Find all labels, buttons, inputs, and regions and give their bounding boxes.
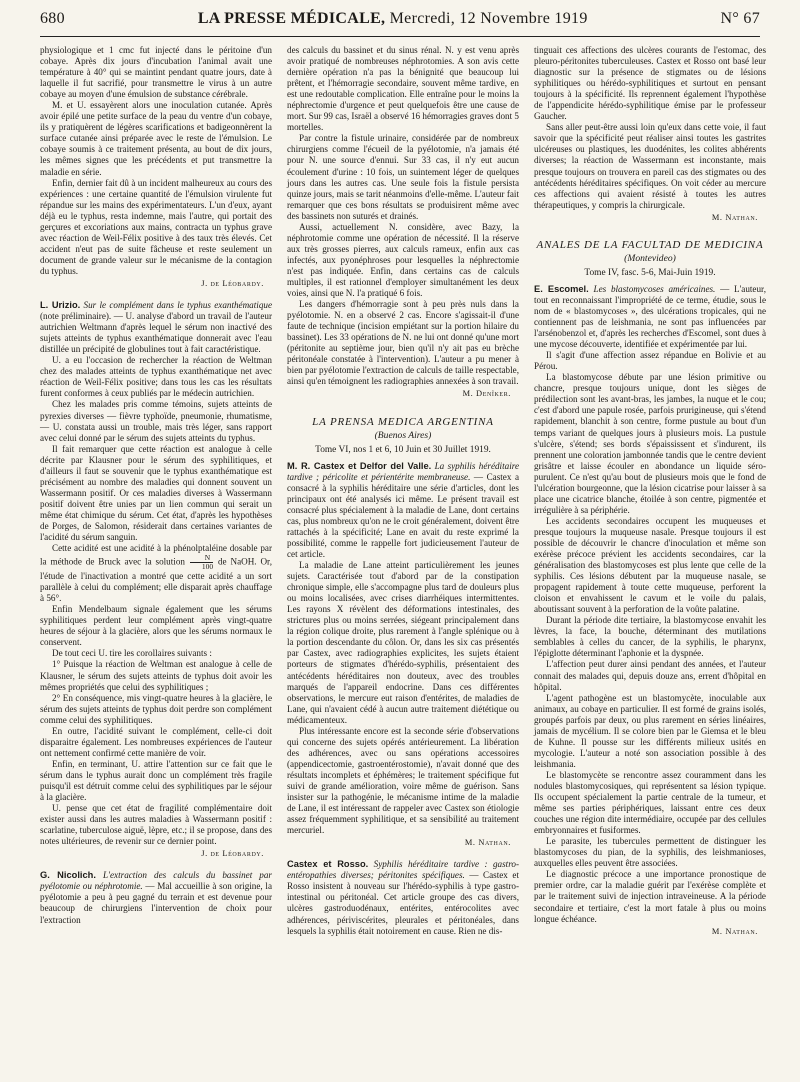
paragraph: U. pense que cet état de fragilité complémentaire doit exister aussi dans les autres maladies à Wassermann positif : scarlatine, tuberculose aiguë, lèpre, etc.; il se propose, dans des notes ultérieures, de revenir sur ce dernier point. (40, 803, 272, 847)
fraction (190, 554, 213, 571)
article-title: La syphilis héréditaire tardive ; péricolite et périentérite membraneuse. (287, 460, 519, 482)
article-author: L. Urizio. (40, 300, 81, 311)
article-title: Les blastomycoses américaines. (588, 283, 716, 294)
fraction-numerator: N (190, 554, 213, 563)
article-text: — Mal accueillie à son origine, la pyélotomie a peu à peu gagné du terrain et est devenue pour beaucoup de chirurgiens l'intervention de choix pour l'extraction (40, 881, 272, 925)
spacer (287, 848, 519, 859)
article-author: M. R. Castex et Delfor del Valle. (287, 460, 432, 471)
journal-section-title: LA PRENSA MEDICA ARGENTINA (312, 415, 494, 428)
journal-section-issue: Tome VI, nos 1 et 6, 10 Juin et 30 Juillet 1919. (315, 444, 491, 455)
paragraph: tinguait ces affections des ulcères courants de l'estomac, des pleuro-péritonites tuberculeuses. Castex et Rosso ont basé leur diagnostic sur la présence de stigmates ou de lésions syphilitiques ou hérédo-syphilitiques et surtout en pensant toujours à la spécificité. Ils reprennent également l'hypothèse de l'appendicite hérédo-syphilitique émise par le professeur Gaucher. (534, 45, 766, 122)
article-signature: J. de Léobardy. (201, 849, 264, 859)
paragraph: La blastomycose débute par une lésion primitive ou chancre, presque toujours unique, dont les sièges de prédilection sont les avant-bras, les jambes, la nuque et le cou; c'est d'abord une papule rosée, parfois prurigineuse, qui s'étend rapidement, blanchit à son centre, forme pustule au bout d'un temps variant de quelques jours à plusieurs mois. La pustule s'ulcère, s'étend; ses bords s'épaississent et s'indurent, ils prennent une coloration jambonnée tandis que le centre devient grisâtre et laisse écouler en abondance un liquide séro-purulent. Ce n'est qu'au bout de plusieurs mois que le fond de l'ulcération bourgeonne, que la lésion cicatrise pour laisser à sa place une cicatrice blanche, étoilée à son centre, pigmentée et irrégulière à sa périphérie. (534, 372, 766, 515)
text-columns (40, 45, 766, 1077)
paragraph: Enfin Mendelbaum signale également que les sérums syphilitiques perdent leur complément après vingt-quatre heures de séjour à la glacière, alors que les sérums normaux le conservent. (40, 604, 272, 648)
paragraph: Par contre la fistule urinaire, considérée par de nombreux chirurgiens comme l'écueil de la pyélotomie, n'a jamais été pour N. une source d'ennui. Sur 33 cas, il n'y eut aucun écoulement d'urine : 10 fois, un suintement léger de quelques jours dans les autres cas. Une seule fois la fistule persista quinze jours, mais se tarit néanmoins d'elle-même. L'auteur fait remarquer que ces bons résultats se produisirent même avec des bassinets non suturés et drainés. (287, 133, 519, 221)
article-heading (40, 300, 272, 355)
article-heading (287, 461, 519, 560)
paragraph: L'affection peut durer ainsi pendant des années, et l'auteur connait des malades qui, depuis douze ans, errent d'hôpital en hôpital. (534, 659, 766, 692)
paragraph: 2° En conséquence, mis vingt-quatre heures à la glacière, le sérum des sujets atteints de typhus doit perdre son complément comme celui des syphilitiques. (40, 692, 272, 725)
article-author: Castex et Rosso. (287, 859, 369, 870)
article-heading (534, 284, 766, 350)
paragraph: En outre, l'acidité suivant le complément, celle-ci doit disparaitre également. Les nombreuses expériences de l'auteur ont nettement confirmé cette manière de voir. (40, 725, 272, 758)
paragraph: Le diagnostic précoce a une importance pronostique de premier ordre, car la maladie guérit par l'exérèse complète et par le traitement suivi de injection intraveineuse. A la période secondaire et tertiaire, c'est la mort fatale à plus ou moins longue échéance. (534, 869, 766, 924)
spacer (40, 289, 272, 300)
paragraph: Durant la période dite tertiaire, la blastomycose envahit les lèvres, la face, la bouche, déterminant des mutilations semblables à celles du cancer, de la syphilis, le pharynx, l'épiglotte déterminant l'aphonie et la dyspnée. (534, 615, 766, 659)
journal-section-title: ANALES DE LA FACULTAD DE MEDICINA (536, 238, 764, 251)
article-title: Sur le complément dans le typhus exanthématique (80, 300, 272, 311)
article-heading (287, 859, 519, 936)
journal-section-city: (Buenos Aires) (374, 429, 432, 441)
paragraph: Sans aller peut-être aussi loin qu'eux dans cette voie, il faut savoir que la spécificité peut réaliser ainsi toutes les gastrites ulcéreuses ou plastiques, les duodénites, les colites abhérents diverses; la réaction de Wassermann est inconstante, mais presque toujours on trouvera en pareil cas des stigmates ou des antécédents héréditaires spécifiques. On voit céder au mercure ces affections qui avaient résisté à toutes les autres thérapeutiques, y compris la chirurgicale. (534, 122, 766, 210)
paragraph: Le blastomycète se rencontre assez couramment dans les nodules blastomycosiques, qui représentent sa lésion typique. Ils occupent spécialement la partie centrale de la tumeur, et même ses parties périphériques, laissant entre ces deux couches une région dite intermédiaire, occupée par des cellules embryonnaires et fusiformes. (534, 769, 766, 836)
paragraph-text: Cette acidité est une acidité à la phénolptaléine dosable par la méthode de Bruck avec la solution (40, 543, 272, 567)
paragraph: Enfin, en terminant, U. attire l'attention sur ce fait que le sérum dans le typhus aurait donc un complément très fragile puisqu'il est détruit comme celui des syphilitiques par le séjour à la glacière. (40, 758, 272, 803)
article-author: G. Nicolich. (40, 870, 96, 881)
paragraph: La maladie de Lane atteint particulièrement les jeunes sujets. Caractérisée tout d'abord par de la constipation chronique simple, elle s'accompagne plus tard de douleurs plus ou moins localisées, avec crises diarrhéiques intermittentes. Les rayons X révèlent des déformations intestinales, des strictures plus ou moins serrées, siégeant principalement dans la région colique droite, plus rarement à l'angle splénique ou à la portion descendante du côlon. Or, dans les six cas présentés par Castex, avec radiographies explicites, les sujets étaient porteurs de stigmates d'hérédo-syphilis, présentaient des antécédents héréditaires non douteux, avec des troubles marqués de l'appareil endocrine. Dans ces différentes observations, le mercure eut raison d'entérites, de maladies de Lane, qui n'avaient cédé à aucun autre traitement diététique ou médicamenteux. (287, 560, 519, 725)
article-text: (note préliminaire). — U. analyse d'abord un travail de l'auteur autrichien Weltmann d'après lequel le sérum non inactivé des sujets atteints de typhus exanthématique donnerait avec l'eau distillée un précipité de globulines tout à fait caractéristique. (40, 311, 272, 355)
article-text: — Castex et Rosso insistent à nouveau sur l'hérédo-syphilis à type gastro-intestinal ou péritonéal. Cet article groupe des cas divers, ulcères gastroduodénaux, entérites, entérocolites avec adhérences, périviscérites, pleurales et péritonéales, dans lesquels la syphilis était notoirement en cause. Rien ne dis- (287, 870, 519, 936)
paragraph: Chez les malades pris comme témoins, sujets atteints de pyrexies diverses — fièvre typhoïde, pneumonie, rhumatisme, — U. constata aussi un trouble, mais très léger, sans rapport avec celui donné par le sérum des sujets atteints du typhus. (40, 399, 272, 443)
paragraph-text: de NaOH. Or, l'étude de l'inactivation a montré que cette acidité a un sort parallèle à celui du complément; elle disparait après chauffage à 56°. (40, 556, 273, 604)
paragraph: Plus intéressante encore est la seconde série d'observations qui concerne des sujets opérés antérieurement. La libération des adhérences, avec ou sans opérations accessoires (appendicectomie, gastroentérostomie), n'avait donné que des résultats incomplets et éphémères; le traitement spécifique fut suivi de grande amélioration, voire même de guérison. Sans insister sur la pathogénie, le mécanisme intime de la maladie de Lane, il est intéressant de rappeler avec Castex son étiologie assez fréquemment syphilitique, et sa sensibilité au traitement mercuriel. (287, 725, 519, 836)
paragraph: Enfin, dernier fait dû à un incident malheureux au cours des expériences : une certaine quantité de l'émulsion virulente fut répandue sur les mains des expérimentateurs. L'un d'eux, ayant déjà eu le typhus, resta indemne, mais l'autre, qui portait des gerçures et excoriations aux mains, contracta un typhus grave avec réaction de Weil-Félix positive à des taux très élevés. Cet accident n'eut pas de suite fâcheuse et reste seulement un document de grande valeur sur le mécanisme de la contagion du typhus. (40, 177, 272, 276)
paragraph: Aussi, actuellement N. considère, avec Bazy, la néphrotomie comme une opération de nécessité. Il la réserve aux très grosses pierres, aux calculs rameux, enfin aux cas infectés, aux pyonéphroses pour lesquelles la néphrectomie n'est pas indiquée. Enfin, dans certains cas de calculs multiples, il est rationnel d'employer simultanément les deux voies, ainsi que N. l'a pratiqué 6 fois. (287, 221, 519, 299)
column-3 (534, 45, 766, 1077)
article-text: — L'auteur, tout en reconnaissant l'impropriété de ce terme, étudie, sous le nom de « blastomycoses », des ulcérations tropicales, qui ne contiennent pas de leishmania, ne sont pas influencées par l'arsénobenzol et, d'après les recherches d'Escomel, sont dues à une mycose découverte, identifiée et expérimentée par lui. (534, 283, 766, 350)
paragraph: Il s'agit d'une affection assez répandue en Bolivie et au Pérou. (534, 350, 766, 372)
article-author: E. Escomel. (534, 283, 589, 294)
column-1 (40, 45, 272, 1077)
paragraph: physiologique et 1 cmc fut injecté dans le péritoine d'un cobaye. Après dix jours d'incubation l'animal avait une température à 40° qui se maintint pendant quatre jours, date à laquelle il fut sacrifié, pour transmettre le virus à un autre cobaye au moyen d'une émulsion de substance cérébrale. (40, 45, 272, 100)
issue-number: N° 67 (720, 10, 760, 27)
spacer (40, 859, 272, 870)
paragraph: Les accidents secondaires occupent les muqueuses et presque toujours la muqueuse nasale. Presque toujours il est possible de découvrir le chancre d'inoculation et même son exérèse précoce prévient les accidents secondaires, car la généralisation des blastomycoses est plus lente que celle de la syphilis. Ces lésions débutent par la muqueuse nasale, se propagent rapidement à toute cette muqueuse, perforent la cloison et envahissent le cavum et le voile du palais, aboutissant souvent à la perforation de la voûte palatine. (534, 515, 766, 615)
paragraph: Les dangers d'hémorragie sont à peu près nuls dans la pyélotomie. N. en a observé 2 cas. Encore s'agissait-il d'une faute de technique (incision empiétant sur la portion hilaire du bassinet). Les 33 opérations de N. ne lui ont donné qu'une mort (péritonite au septième jour, bien qu'il n'y ait pas eu brèche péritonéale constatée à l'intervention). L'auteur a pu mener à bien par pyélotomie l'extraction de calculs de taille respectable, ainsi qu'en témoignent les radiographies annexées à son travail. (287, 299, 519, 387)
paragraph: Il fait remarquer que cette réaction est analogue à celle décrite par Klausner pour le sérum des syphilitiques, et d'ailleurs il faut se souvenir que le typhus exanthématique est précisément au nombre des maladies qui donnent souvent un Wassermann positif. Or ces maladies diverses à Wassermann positif doivent être unies par un lien commun qui serait un même état chimique du sérum. Cet état, d'après les hypothèses de Porges, de Salomon, résiderait dans certaines variantes de l'acidité du sérum sanguin. (40, 443, 272, 543)
spacer (534, 223, 766, 234)
journal-section-city: (Montevideo) (624, 252, 676, 264)
spacer (287, 400, 519, 411)
column-2 (287, 45, 519, 1077)
article-signature: M. Denîker. (462, 389, 511, 399)
paragraph: Le parasite, les tubercules permettent de distinguer les blastomycoses du pian, de la syphilis, des leishmanioses, auxquelles elles peuvent être associées. (534, 836, 766, 869)
article-signature: J. de Léobardy. (201, 278, 264, 288)
page-number: 680 (40, 10, 65, 27)
journal-title (198, 10, 588, 28)
article-title: L'extraction des calculs du bassinet par pyélotomie ou néphrotomie. (40, 870, 272, 892)
paragraph (40, 543, 272, 604)
article-text: — Castex a consacré à la syphilis héréditaire une série d'articles, dont les principaux ont été analysés ici même. Le présent travail est consacré plus spécialement à la maladie de Lane, dont certains cas, plus nombreux qu'on ne le croit généralement, doivent être rattachés à la spécificité; Lane en avait du reste exprimé la possibilité, comme le rappelle fort judicieusement l'auteur de cet article. (287, 471, 519, 560)
running-header (40, 10, 760, 37)
article-signature: M. Nathan. (464, 838, 511, 848)
paragraph: des calculs du bassinet et du sinus rénal. N. y est venu après avoir pratiqué de nombreuses néphrotomies. A son avis cette dernière opération n'a pas la bénignité que beaucoup lui prêtent, et l'hémorragie secondaire, souvent même tardive, en est une redoutable complication. Elle entraîne pour le moins la néphrectomie d'urgence et peut quelquefois être une cause de mort. Sur 99 cas, Israël a observé 16 hémorragies graves dont 5 mortelles. (287, 45, 519, 133)
journal-name: LA PRESSE MÉDICALE, (197, 10, 386, 27)
article-signature: M. Nathan. (711, 926, 758, 936)
article-heading (40, 870, 272, 925)
paragraph: De tout ceci U. tire les corollaires suivants : (52, 648, 212, 659)
issue-date: Mercredi, 12 Novembre 1919 (385, 10, 588, 27)
paragraph: 1° Puisque la réaction de Weltman est analogue à celle de Klausner, le sérum des sujets atteints de typhus doit avoir les mêmes propriétés que celui des syphilitiques ; (40, 659, 272, 692)
paragraph: U. a eu l'occasion de rechercher la réaction de Weltman chez des malades atteints de typhus exanthématique net avec réaction de Weil-Félix positive; dans tous les cas les résultats furent conformes à ceux publiés par le médecin autrichien. (40, 355, 272, 399)
paragraph: L'agent pathogène est un blastomycète, inoculable aux animaux, au cobaye en particulier. Il est formé de grains isolés, groupés parfois par deux, ou plus rarement en séries linéaires, jamais de mycélium. Il se colore bien par le Giemsa et le bleu de Kuhne. Il pousse sur les différents milieux usités en mycologie. L'auteur a noté son association possible à des leishmania. (534, 692, 766, 769)
journal-section-issue: Tome IV, fasc. 5-6, Mai-Juin 1919. (584, 267, 716, 278)
article-title: Syphilis héréditaire tardive : gastro-entéropathies diverses; péritonites spécifiques. (287, 859, 520, 881)
paragraph: M. et U. essayèrent alors une inoculation cutanée. Après avoir épilé une petite surface de la peau du ventre d'un cobaye, ils y pratiquèrent de légères scarifications et badigeonnèrent la surface cutanée ainsi préparée avec le reste de l'émulsion. Le cobaye soumis à ce traitement présenta, au bout de dix jours, les mêmes signes que les précédents et put transmettre la maladie en série. (40, 100, 272, 177)
fraction-denominator: 100 (201, 562, 214, 572)
article-signature: M. Nathan. (711, 212, 758, 222)
